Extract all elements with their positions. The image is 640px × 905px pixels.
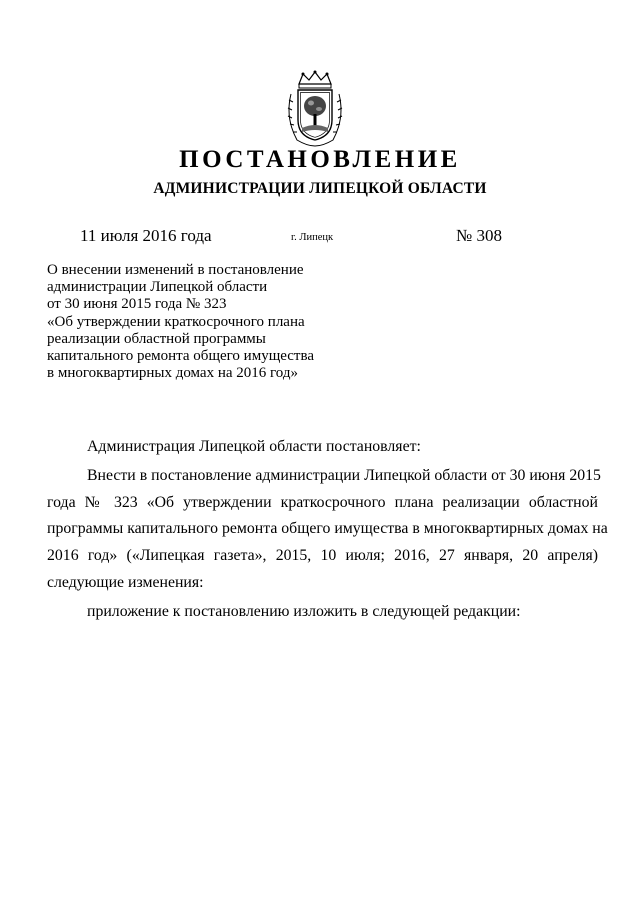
paragraph-line: программы капитального ремонта общего имущества в многоквартирных домах на bbox=[47, 520, 608, 538]
subject-line: в многоквартирных домах на 2016 год» bbox=[47, 365, 299, 382]
subject-line: от 30 июня 2015 года № 323 bbox=[47, 296, 227, 313]
document-date: 11 июля 2016 года bbox=[80, 226, 212, 245]
document-subject bbox=[47, 262, 347, 382]
subject-line: О внесении изменений в постановление bbox=[47, 262, 304, 278]
document-number: № 308 bbox=[456, 226, 502, 245]
paragraph-line: года № 323 «Об утверждении краткосрочного плана реализации областной bbox=[47, 493, 598, 511]
paragraph-line: следующие изменения: bbox=[47, 573, 204, 591]
document-title: ПОСТАНОВЛЕНИЕ bbox=[179, 146, 461, 173]
subject-line: реализации областной программы bbox=[47, 330, 266, 347]
resolution-intro: Администрация Липецкой области постановляет: bbox=[87, 438, 421, 455]
subject-line: администрации Липецкой области bbox=[47, 279, 268, 296]
lipetsk-coat-of-arms-icon bbox=[285, 70, 345, 148]
issuing-authority: АДМИНИСТРАЦИИ ЛИПЕЦКОЙ ОБЛАСТИ bbox=[153, 180, 487, 197]
document-city: г. Липецк bbox=[291, 232, 334, 243]
paragraph-line: Внести в постановление администрации Липецкой области от 30 июня 2015 bbox=[87, 467, 601, 484]
document-body bbox=[47, 436, 608, 623]
resolution-final-line: приложение к постановлению изложить в следующей редакции: bbox=[87, 602, 521, 620]
paragraph-line: 2016 год» («Липецкая газета», 2015, 10 июля; 2016, 27 января, 20 апреля) bbox=[47, 547, 598, 565]
resolution-paragraph bbox=[47, 463, 608, 597]
subject-line: «Об утверждении краткосрочного плана bbox=[47, 313, 305, 330]
subject-line: капитального ремонта общего имущества bbox=[47, 348, 315, 365]
